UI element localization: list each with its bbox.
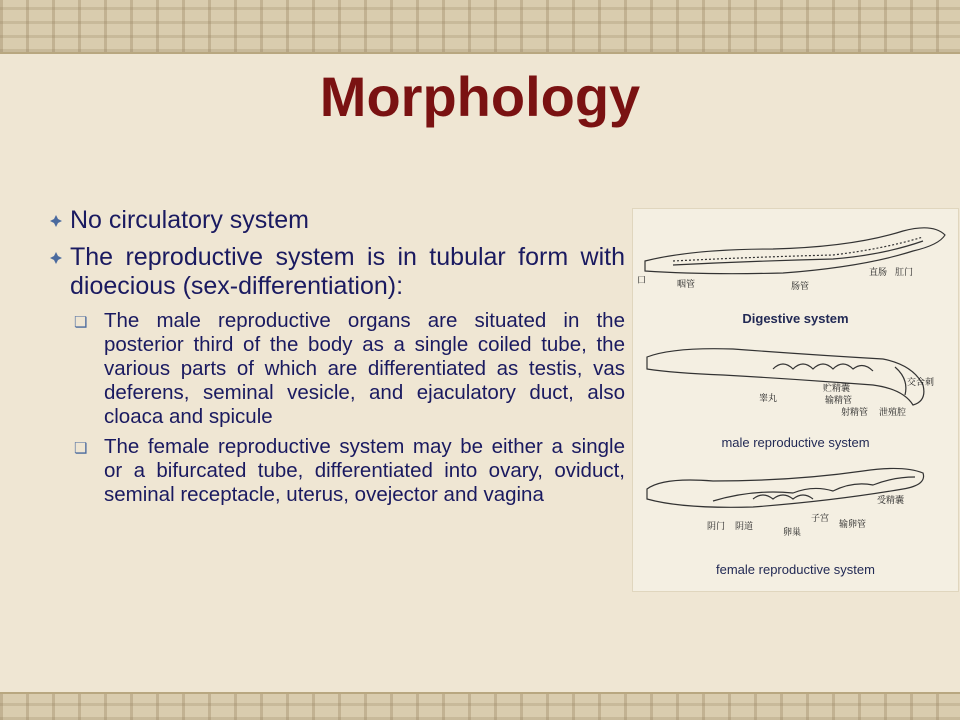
arrow-bullet-icon: ❏: [74, 314, 88, 331]
sub-bullet-text: The male reproductive organs are situated in the posterior third of the body as a single coiled tube, the various parts of which are differentiated as testis, vas deferens, seminal vesicle, and ejaculatory duct, also cloaca and spicule: [104, 309, 625, 428]
label-ovary: 卵巢: [783, 528, 802, 538]
label-cloaca: 泄殖腔: [879, 408, 907, 418]
diamond-bullet-icon: [50, 214, 62, 226]
slide-title: Morphology: [319, 65, 641, 128]
sub-bullet-item: [50, 309, 625, 429]
label-vulva: 阴门: [707, 522, 726, 532]
label-oviduct: 输卵管: [839, 520, 867, 530]
label-spicule: 交合刺: [907, 378, 935, 388]
label-seminal-receptacle: 受精囊: [877, 496, 905, 506]
label-vas-deferens: 输精管: [825, 396, 853, 406]
diamond-bullet-icon: [50, 251, 62, 263]
decorative-border-top: [0, 0, 960, 54]
label-vagina: 阴道: [735, 522, 754, 532]
caption-female-reproductive-system: female reproductive system: [716, 562, 875, 577]
label-seminal-vesicle: 贮精囊: [823, 384, 851, 394]
bullet-item: [50, 243, 625, 301]
digestive-worm-drawing: [645, 228, 945, 274]
sub-bullet-text: The female reproductive system may be either a single or a bifurcated tube, differentiated into ovary, oviduct, seminal receptacle, uterus, ovejector and vagina: [104, 435, 625, 506]
arrow-bullet-icon: ❏: [74, 440, 88, 457]
anatomy-illustration: [633, 209, 958, 591]
label-pharynx: 咽管: [677, 280, 696, 290]
decorative-border-bottom: [0, 692, 960, 720]
label-intestine: 肠管: [791, 282, 810, 292]
label-rectum: 直肠: [869, 268, 888, 278]
label-anus: 肛门: [895, 268, 914, 278]
label-testis: 睾丸: [759, 394, 778, 404]
label-ejaculatory-duct: 射精管: [841, 408, 869, 418]
caption-male-reproductive-system: male reproductive system: [721, 435, 870, 450]
bullet-item: [50, 206, 625, 235]
sub-bullet-item: [50, 435, 625, 507]
caption-digestive-system: Digestive system: [742, 311, 849, 326]
bullet-text: No circulatory system: [70, 206, 309, 234]
label-uterus: 子宫: [811, 514, 830, 524]
label-mouth: 口: [637, 276, 647, 286]
anatomy-figure: [632, 208, 959, 592]
bullet-list: [50, 206, 625, 513]
bullet-text: The reproductive system is in tubular form with dioecious (sex-differentiation):: [70, 243, 625, 300]
male-worm-drawing: [647, 349, 924, 405]
